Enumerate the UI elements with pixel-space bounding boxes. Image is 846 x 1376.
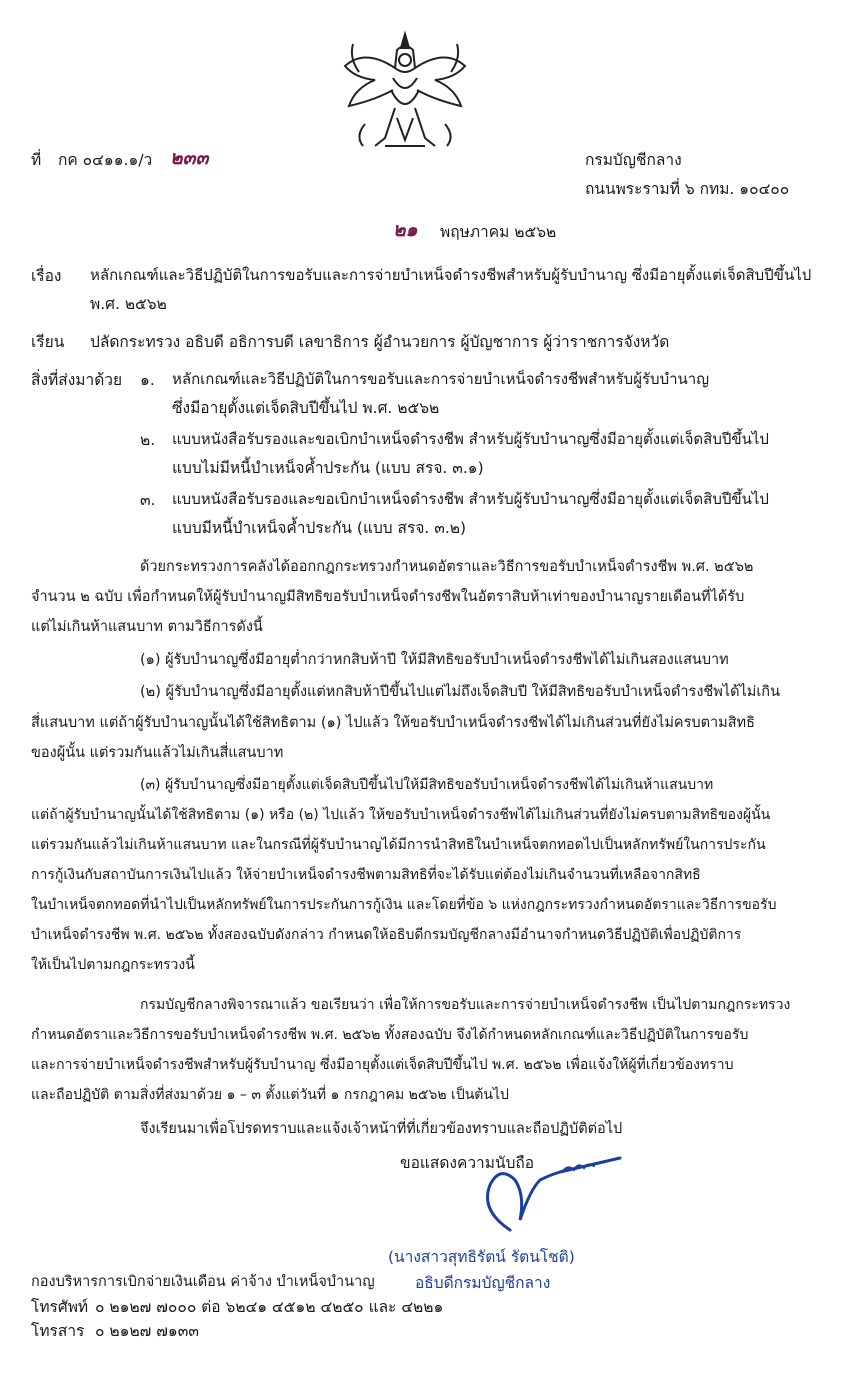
paragraph-line: บำเหน็จดำรงชีพ พ.ศ. ๒๕๖๒ ทั้งสองฉบับดังกล่าว กำหนดให้อธิบดีกรมบัญชีกลางมีอำนาจกำหนดวิธีปฏิบัติเพื่อปฏิบัติการ: [31, 927, 742, 943]
to-recipients: ปลัดกระทรวง อธิบดี อธิการบดี เลขาธิการ ผู้อำนวยการ ผู้บัญชาการ ผู้ว่าราชการจังหวัด: [90, 333, 670, 351]
paragraph-line: จำนวน ๒ ฉบับ เพื่อกำหนดให้ผู้รับบำนาญมีสิทธิขอรับบำเหน็จดำรงชีพในอัตราสิบห้าเท่าของบำนาญรายเดือนที่ได้รับ: [31, 589, 745, 605]
attachment-line-1: หลักเกณฑ์และวิธีปฏิบัติในการขอรับและการจ่ายบำเหน็จดำรงชีพสำหรับผู้รับบำนาญ: [172, 370, 709, 388]
attachment-line-1: แบบหนังสือรับรองและขอเบิกบำเหน็จดำรงชีพ สำหรับผู้รับบำนาญซึ่งมีอายุตั้งแต่เจ็ดสิบปีขึ้นไป: [172, 430, 769, 448]
paragraph-line: กำหนดอัตราและวิธีการขอรับบำเหน็จดำรงชีพ พ.ศ. ๒๕๖๒ ทั้งสองฉบับ จึงได้กำหนดหลักเกณฑ์และวิธีปฏิบัติในการขอรับ: [31, 1027, 749, 1043]
subject-line-2: พ.ศ. ๒๕๖๒: [90, 295, 167, 313]
attachment-line-2: แบบมีหนี้บำเหน็จค้ำประกัน (แบบ สรจ. ๓.๒): [172, 519, 467, 537]
date-month-year: พฤษภาคม ๒๕๖๒: [440, 223, 557, 241]
signer-name: (นางสาวสุทธิรัตน์ รัตนโชติ): [388, 1248, 575, 1266]
signer-title: อธิบดีกรมบัญชีกลาง: [415, 1274, 551, 1292]
paragraph-line: ให้เป็นไปตามกฎกระทรวงนี้: [31, 957, 195, 973]
paragraph-line: แต่ไม่เกินห้าแสนบาท ตามวิธีการดังนี้: [31, 619, 263, 635]
to-label: เรียน: [31, 333, 65, 351]
date-day-handwritten: ๒๑: [393, 219, 418, 241]
attachment-number: ๑.: [140, 371, 155, 389]
closing-salutation: ขอแสดงความนับถือ: [400, 1154, 535, 1172]
attachment-number: ๓.: [140, 491, 156, 509]
paragraph-line: ในบำเหน็จตกทอดที่นำไปเป็นหลักทรัพย์ในการประกันการกู้เงิน และโดยที่ข้อ ๖ แห่งกฎกระทรวงกำหนดอัตราและวิธีการขอรับ: [31, 897, 777, 913]
attachment-number: ๒.: [140, 431, 156, 449]
attachment-line-1: แบบหนังสือรับรองและขอเบิกบำเหน็จดำรงชีพ สำหรับผู้รับบำนาญซึ่งมีอายุตั้งแต่เจ็ดสิบปีขึ้นไป: [172, 490, 769, 508]
paragraph-line: และการจ่ายบำเหน็จดำรงชีพสำหรับผู้รับบำนาญ ซึ่งมีอายุตั้งแต่เจ็ดสิบปีขึ้นไป พ.ศ. ๒๕๖๒ เพื่อแจ้งให้ผู้ที่เกี่ยวข้องทราบ: [31, 1057, 734, 1073]
footer-fax: ๐ ๒๑๒๗ ๗๑๓๓: [95, 1322, 199, 1340]
paragraph-line: กรมบัญชีกลางพิจารณาแล้ว ขอเรียนว่า เพื่อให้การขอรับและการจ่ายบำเหน็จดำรงชีพ เป็นไปตามกฎกระทรวง: [140, 997, 791, 1013]
attachments-label: สิ่งที่ส่งมาด้วย: [31, 371, 123, 389]
org-address: ถนนพระรามที่ ๖ กทม. ๑๐๔๐๐: [585, 180, 790, 198]
paragraph-line: (๑) ผู้รับบำนาญซึ่งมีอายุต่ำกว่าหกสิบห้าปี ให้มีสิทธิขอรับบำเหน็จดำรงชีพได้ไม่เกินสองแสนบาท: [140, 652, 729, 668]
paragraph-line: (๒) ผู้รับบำนาญซึ่งมีอายุตั้งแต่หกสิบห้าปีขึ้นไปแต่ไม่ถึงเจ็ดสิบปี ให้มีสิทธิขอรับบำเหน็จดำรงชีพได้ไม่เกิน: [140, 684, 781, 700]
garuda-emblem-icon: [335, 28, 475, 158]
footer-division: กองบริหารการเบิกจ่ายเงินเดือน ค่าจ้าง บำเหน็จบำนาญ: [31, 1274, 375, 1290]
ref-number-handwritten: ๒๓๓: [170, 147, 209, 169]
footer-fax-label: โทรสาร: [31, 1322, 85, 1340]
paragraph-line: (๓) ผู้รับบำนาญซึ่งมีอายุตั้งแต่เจ็ดสิบปีขึ้นไปให้มีสิทธิขอรับบำเหน็จดำรงชีพได้ไม่เกินห้าแสนบาท: [140, 777, 714, 793]
subject-line-1: หลักเกณฑ์และวิธีปฏิบัติในการขอรับและการจ่ายบำเหน็จดำรงชีพสำหรับผู้รับบำนาญ ซึ่งมีอายุตั้งแต่เจ็ดสิบปีขึ้นไป: [90, 266, 812, 284]
signature-icon: [470, 1150, 630, 1240]
paragraph-line: จึงเรียนมาเพื่อโปรดทราบและแจ้งเจ้าหน้าที่ที่เกี่ยวข้องทราบและถือปฏิบัติต่อไป: [140, 1121, 623, 1137]
attachment-line-2: แบบไม่มีหนี้บำเหน็จค้ำประกัน (แบบ สรจ. ๓.๑): [172, 459, 484, 477]
footer-phone-label: โทรศัพท์: [31, 1298, 89, 1316]
paragraph-line: แต่ถ้าผู้รับบำนาญนั้นได้ใช้สิทธิตาม (๑) หรือ (๒) ไปแล้ว ให้ขอรับบำเหน็จดำรงชีพได้ไม่เกินส่วนที่ยังไม่ครบตามสิทธิของผู้นั้น: [31, 807, 771, 823]
org-name: กรมบัญชีกลาง: [585, 151, 682, 169]
paragraph-line: ด้วยกระทรวงการคลังได้ออกกฎกระทรวงกำหนดอัตราและวิธีการขอรับบำเหน็จดำรงชีพ พ.ศ. ๒๕๖๒: [140, 559, 754, 575]
subject-label: เรื่อง: [31, 267, 62, 285]
attachment-line-2: ซึ่งมีอายุตั้งแต่เจ็ดสิบปีขึ้นไป พ.ศ. ๒๕๖๒: [172, 399, 440, 417]
paragraph-line: ของผู้นั้น แต่รวมกันแล้วไม่เกินสี่แสนบาท: [31, 745, 284, 761]
paragraph-line: สี่แสนบาท แต่ถ้าผู้รับบำนาญนั้นได้ใช้สิทธิตาม (๑) ไปแล้ว ให้ขอรับบำเหน็จดำรงชีพได้ไม่เกินส่วนที่ยังไม่ครบตามสิทธิ: [31, 715, 755, 731]
ref-prefix: กค ๐๔๑๑.๑/ว: [58, 151, 153, 169]
footer-phone: ๐ ๒๑๒๗ ๗๐๐๐ ต่อ ๖๒๔๑ ๔๕๑๒ ๔๒๕๐ และ ๔๒๒๑: [95, 1298, 444, 1316]
paragraph-line: แต่รวมกันแล้วไม่เกินห้าแสนบาท และในกรณีที่ผู้รับบำนาญได้มีการนำสิทธิในบำเหน็จตกทอดไปเป็นหลักทรัพย์ในการประกัน: [31, 837, 766, 853]
paragraph-line: และถือปฏิบัติ ตามสิ่งที่ส่งมาด้วย ๑ – ๓ ตั้งแต่วันที่ ๑ กรกฎาคม ๒๕๖๒ เป็นต้นไป: [31, 1087, 509, 1103]
ref-label: ที่: [31, 151, 42, 169]
paragraph-line: การกู้เงินกับสถาบันการเงินไปแล้ว ให้จ่ายบำเหน็จดำรงชีพตามสิทธิที่จะได้รับแต่ต้องไม่เกินจำนวนที่เหลือจากสิทธิ: [31, 867, 701, 883]
